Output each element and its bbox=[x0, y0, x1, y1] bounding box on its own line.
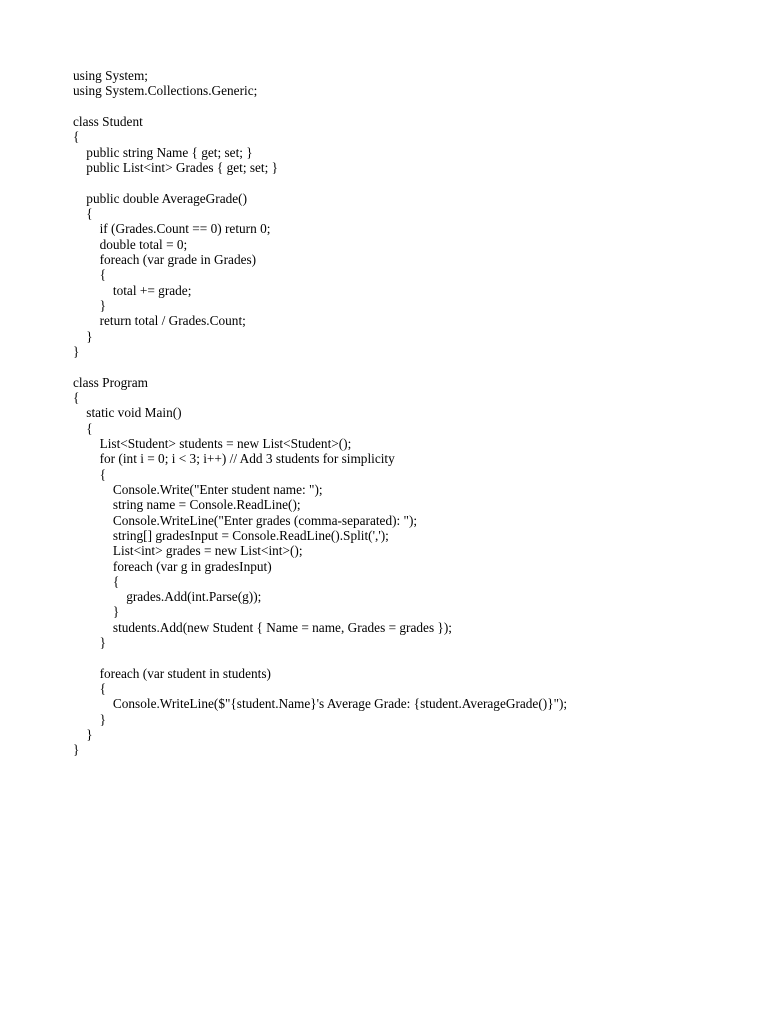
code-line: { bbox=[73, 466, 106, 482]
code-line bbox=[73, 650, 567, 665]
code-line: grades.Add(int.Parse(g)); bbox=[73, 589, 262, 605]
code-line: } bbox=[73, 297, 106, 313]
code-line: using System; bbox=[73, 68, 148, 83]
code-line: total += grade; bbox=[73, 282, 192, 298]
code-line: static void Main() bbox=[73, 405, 182, 421]
code-line: public string Name { get; set; } bbox=[73, 144, 253, 160]
code-line: Console.WriteLine($"{student.Name}'s Average Grade: {student.AverageGrade()}"); bbox=[73, 696, 568, 712]
code-line: } bbox=[73, 727, 93, 743]
code-line bbox=[73, 359, 567, 374]
code-line: } bbox=[73, 328, 93, 344]
code-line: public List<int> Grades { get; set; } bbox=[73, 159, 279, 175]
code-line: class Student bbox=[73, 113, 143, 129]
code-line: return total / Grades.Count; bbox=[73, 313, 246, 329]
code-line: { bbox=[73, 267, 106, 283]
code-line: { bbox=[73, 389, 80, 405]
code-line: } bbox=[73, 742, 80, 758]
code-line: for (int i = 0; i < 3; i++) // Add 3 students for simplicity bbox=[73, 451, 395, 467]
code-line: { bbox=[73, 420, 93, 436]
code-line: { bbox=[73, 205, 93, 221]
code-line bbox=[73, 99, 567, 114]
code-line: } bbox=[73, 635, 106, 651]
code-line: foreach (var grade in Grades) bbox=[73, 251, 257, 267]
code-line: class Program bbox=[73, 374, 148, 390]
code-line: double total = 0; bbox=[73, 236, 188, 252]
code-line: List<int> grades = new List<int>(); bbox=[73, 543, 303, 559]
code-line: string name = Console.ReadLine(); bbox=[73, 497, 301, 513]
code-line: { bbox=[73, 681, 106, 697]
code-line: { bbox=[73, 129, 80, 145]
code-line: } bbox=[73, 343, 80, 359]
code-line: foreach (var g in gradesInput) bbox=[73, 558, 272, 574]
code-line: } bbox=[73, 711, 106, 727]
code-line: foreach (var student in students) bbox=[73, 665, 271, 681]
code-line bbox=[73, 175, 567, 190]
code-line: { bbox=[73, 573, 120, 589]
code-line: } bbox=[73, 604, 120, 620]
code-line: List<Student> students = new List<Student>(); bbox=[73, 435, 352, 451]
code-listing bbox=[73, 68, 567, 758]
code-line: public double AverageGrade() bbox=[73, 190, 248, 206]
code-line: string[] gradesInput = Console.ReadLine().Split(','); bbox=[73, 527, 389, 543]
code-line: students.Add(new Student { Name = name, Grades = grades }); bbox=[73, 619, 452, 635]
code-line: if (Grades.Count == 0) return 0; bbox=[73, 221, 271, 237]
code-line: Console.WriteLine("Enter grades (comma-separated): "); bbox=[73, 512, 418, 528]
code-line: Console.Write("Enter student name: "); bbox=[73, 481, 323, 497]
code-line: using System.Collections.Generic; bbox=[73, 83, 258, 99]
